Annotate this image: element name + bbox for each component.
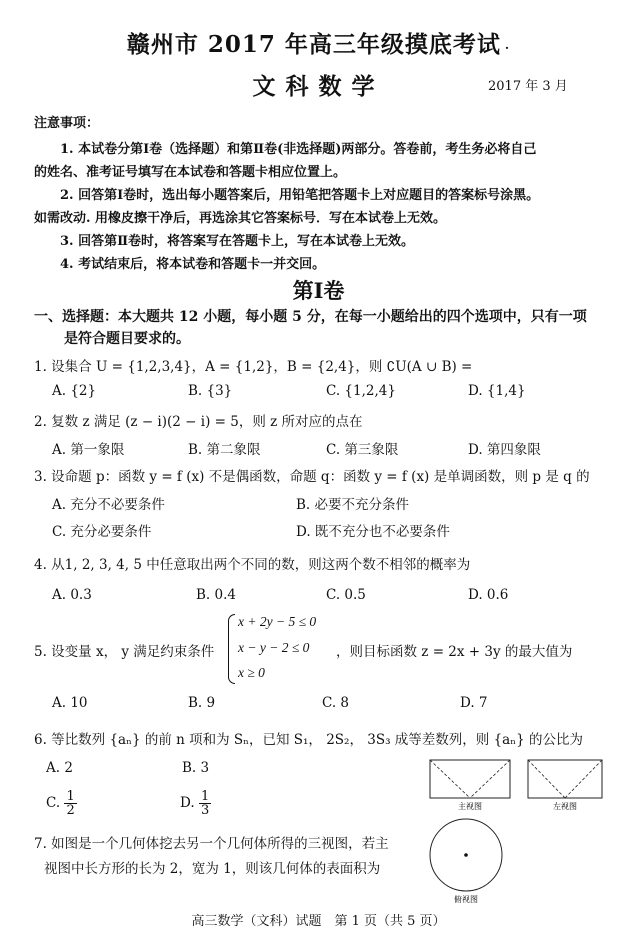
question-1-option-a: A. {2}: [52, 383, 97, 399]
question-4-option-a: A. 0.3: [52, 587, 92, 603]
section-instruction-1: 一、选择题：本大题共 12 小题，每小题 5 分，在每一小题给出的四个选项中，只有一项: [34, 309, 587, 325]
notes-heading: 注意事项：: [34, 116, 100, 131]
question-2-option-d: D. 第四象限: [468, 442, 541, 458]
exam-date: 2017 年 3 月: [488, 79, 568, 94]
three-view-figure: [420, 756, 620, 906]
question-6-option-d: [180, 790, 211, 817]
constraint-brace: [228, 614, 235, 684]
question-5-stem-post: ，则目标函数 z = 2x + 3y 的最大值为: [336, 644, 573, 660]
question-4-option-c: C. 0.5: [326, 587, 366, 603]
question-2-option-c: C. 第三象限: [326, 442, 399, 458]
section-instruction-2: 是符合题目要求的。: [64, 331, 190, 347]
question-2-option-b: B. 第二象限: [188, 442, 261, 458]
question-5-stem-pre: 5. 设变量 x， y 满足约束条件: [34, 644, 215, 660]
question-6-option-a: A. 2: [46, 760, 73, 776]
frac-num: 1: [66, 789, 75, 804]
question-6-option-d-label: D.: [180, 795, 195, 811]
question-4-stem: 4. 从1, 2, 3, 4, 5 中任意取出两个不同的数，则这两个数不相邻的概率为: [34, 557, 471, 573]
question-3-option-a: A. 充分不必要条件: [52, 497, 165, 513]
exam-title-text: 赣州市 2017 年高三年级摸底考试: [126, 31, 501, 58]
note-line-5: 3. 回答第Ⅱ卷时，将答案写在答题卡上，写在本试卷上无效。: [60, 234, 415, 249]
note-line-1: 1. 本试卷分第Ⅰ卷（选择题）和第Ⅱ卷(非选择题)两部分。答卷前，考生务必将自己: [60, 142, 537, 157]
question-4-option-d: D. 0.6: [468, 587, 509, 603]
question-4-option-b: B. 0.4: [196, 587, 236, 603]
question-6-option-b: B. 3: [182, 760, 210, 776]
side-view: [528, 760, 602, 798]
question-5-option-d: D. 7: [460, 695, 488, 711]
question-2-option-a: A. 第一象限: [52, 442, 125, 458]
question-6-stem: 6. 等比数列 {aₙ} 的前 n 项和为 Sₙ，已知 S₁， 2S₂， 3S₃ 成等差数列，则 {aₙ} 的公比为: [34, 732, 583, 748]
question-3-option-b: B. 必要不充分条件: [296, 497, 410, 513]
question-3-option-c: C. 充分必要条件: [52, 524, 152, 540]
exam-title: [0, 26, 637, 59]
frac-den: 3: [200, 803, 210, 818]
constraint-3: x ≥ 0: [238, 665, 265, 680]
question-5-option-a: A. 10: [52, 695, 88, 711]
question-1-option-c: C. {1,2,4}: [326, 383, 396, 399]
question-7-stem-1: 7. 如图是一个几何体挖去另一个几何体所得的三视图，若主: [34, 836, 389, 852]
fraction-one-third: [199, 790, 211, 817]
exam-subtitle: 文科数学: [252, 73, 385, 100]
note-line-6: 4. 考试结束后，将本试卷和答题卡一并交回。: [60, 257, 326, 272]
front-view: [430, 760, 510, 798]
page-footer: 高三数学（文科）试题 第 1 页（共 5 页）: [191, 914, 446, 929]
question-7-stem-2: 视图中长方形的长为 2，宽为 1，则该几何体的表面积为: [44, 861, 381, 877]
constraint-2: x − y − 2 ≤ 0: [238, 640, 310, 655]
section-title: 第Ⅰ卷: [292, 278, 345, 303]
question-3-stem: 3. 设命题 p：函数 y = f (x) 不是偶函数，命题 q：函数 y = f (x) 是单调函数，则 p 是 q 的: [34, 469, 590, 485]
note-line-3: 2. 回答第Ⅰ卷时，选出每小题答案后，用铅笔把答题卡上对应题目的答案标号涂黑。: [60, 188, 540, 203]
side-view-label: 左视图: [553, 802, 577, 811]
question-2-stem: 2. 复数 z 满足 (z − i)(2 − i) = 5，则 z 所对应的点在: [34, 414, 363, 430]
note-line-2: 的姓名、准考证号填写在本试卷和答题卡相应位置上。: [34, 165, 347, 180]
question-5-option-c: C. 8: [322, 695, 350, 711]
question-5-option-b: B. 9: [188, 695, 216, 711]
top-view-label: 俯视图: [454, 895, 478, 904]
frac-num: 1: [200, 789, 210, 804]
question-6-option-c: [46, 790, 77, 817]
question-6-option-c-label: C.: [46, 795, 61, 811]
note-line-4: 如需改动. 用橡皮擦干净后，再选涂其它答案标号．写在本试卷上无效。: [34, 211, 447, 226]
top-view: [430, 819, 502, 891]
question-1-option-b: B. {3}: [188, 383, 233, 399]
fraction-one-half: [64, 790, 76, 817]
title-dot: ·: [504, 41, 511, 55]
question-3-option-d: D. 既不充分也不必要条件: [296, 524, 450, 540]
frac-den: 2: [66, 803, 75, 818]
constraint-1: x + 2y − 5 ≤ 0: [238, 614, 317, 629]
question-1-stem: 1. 设集合 U = {1,2,3,4}，A = {1,2}，B = {2,4}，则 ∁U(A ∪ B) =: [34, 359, 473, 375]
question-1-option-d: D. {1,4}: [468, 383, 526, 399]
front-view-label: 主视图: [458, 802, 482, 811]
